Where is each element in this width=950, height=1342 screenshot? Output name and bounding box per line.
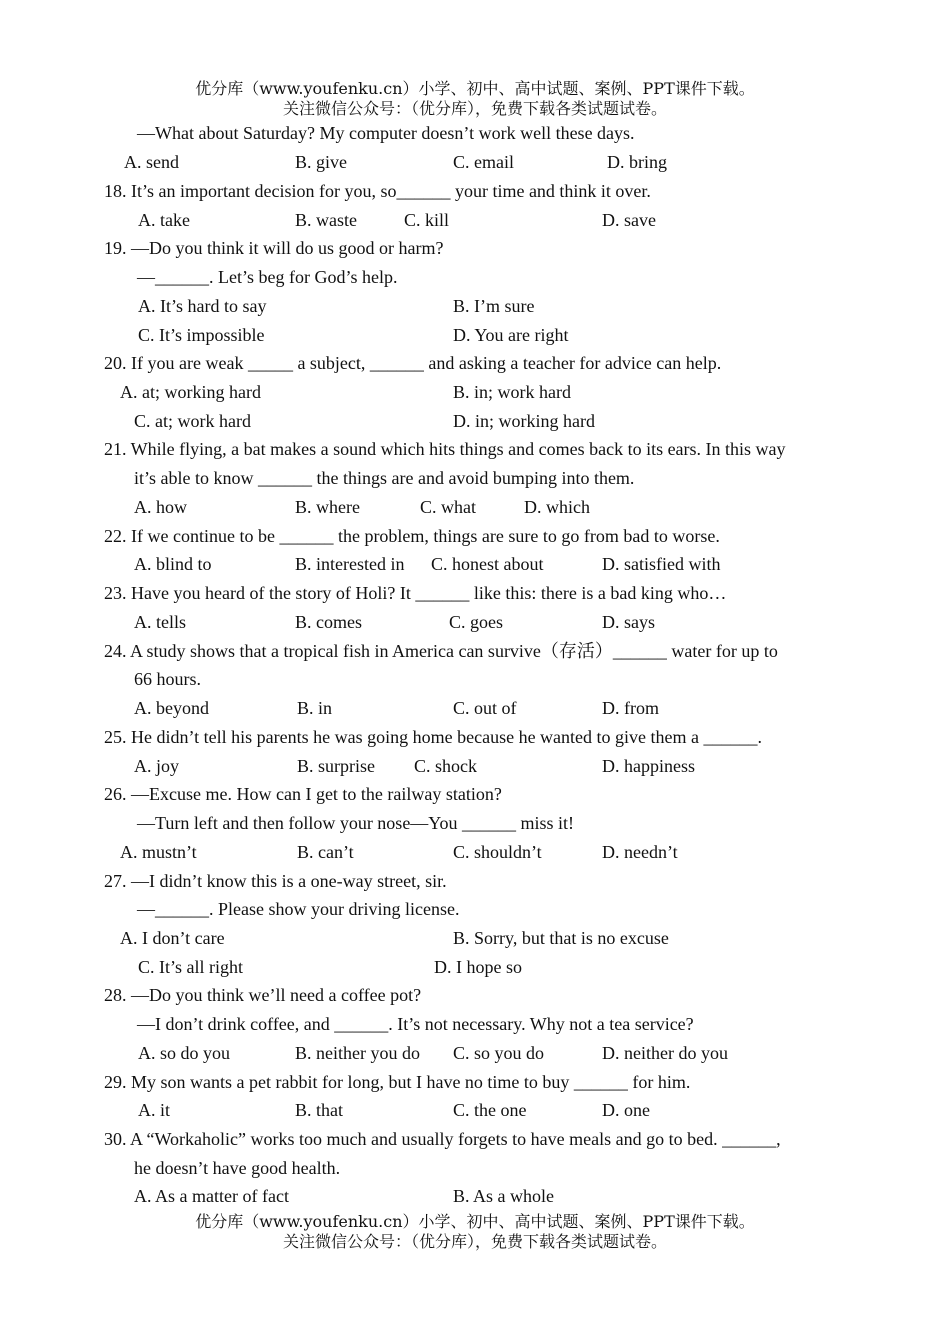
header-line-2: 关注微信公众号：（优分库），免费下载各类试题试卷。	[282, 99, 667, 118]
option-a: A. I don’t care	[120, 928, 225, 948]
option-c: C. It’s all right	[138, 957, 243, 977]
question-stem-line-2: —______. Let’s beg for God’s help.	[137, 267, 398, 287]
option-c: C. what	[420, 497, 476, 517]
option-b: B. where	[295, 497, 360, 517]
question-stem-line-2: it’s able to know ______ the things are and avoid bumping into them.	[134, 468, 635, 488]
question-stem: 24. A study shows that a tropical fish in America can survive（存活）______ water for up to	[104, 641, 778, 661]
option-a: A. how	[134, 497, 187, 517]
option-c: C. shouldn’t	[453, 842, 542, 862]
option-d: D. in; working hard	[453, 411, 595, 431]
option-a: A. take	[138, 210, 190, 230]
option-a: A. mustn’t	[120, 842, 197, 862]
option-b: B. in; work hard	[453, 382, 571, 402]
option-c: C. honest about	[431, 554, 544, 574]
question-stem: 25. He didn’t tell his parents he was going home because he wanted to give them a ______.	[104, 727, 763, 747]
option-b: B. waste	[295, 210, 357, 230]
option-b: B. As a whole	[453, 1186, 554, 1206]
option-a: A. It’s hard to say	[138, 296, 267, 316]
option-c: C. so you do	[453, 1043, 545, 1063]
option-a: A. blind to	[134, 554, 212, 574]
option-a: A. tells	[134, 612, 186, 632]
header-line-1: 优分库（www.youfenku.cn）小学、初中、高中试题、案例、PPT课件下载。	[195, 79, 755, 98]
option-d: D. bring	[607, 152, 667, 172]
option-b: B. interested in	[295, 554, 405, 574]
option-d: D. from	[602, 698, 659, 718]
option-c: C. kill	[404, 210, 450, 230]
option-b: B. in	[297, 698, 333, 718]
question-stem: —What about Saturday? My computer doesn’t work well these days.	[137, 123, 635, 143]
option-c: C. at; work hard	[134, 411, 251, 431]
question-stem: 18. It’s an important decision for you, so______ your time and think it over.	[104, 181, 651, 201]
option-a: A. send	[124, 152, 179, 172]
option-a: A. beyond	[134, 698, 209, 718]
option-a: A. so do you	[138, 1043, 231, 1063]
option-a: A. joy	[134, 756, 179, 776]
question-stem-line-2: 66 hours.	[134, 669, 201, 689]
option-d: D. neither do you	[602, 1043, 728, 1063]
question-stem-line-2: he doesn’t have good health.	[134, 1158, 341, 1178]
option-c: C. the one	[453, 1100, 527, 1120]
question-stem: 19. —Do you think it will do us good or harm?	[104, 238, 444, 258]
option-d: D. save	[602, 210, 656, 230]
question-stem: 20. If you are weak _____ a subject, ______ and asking a teacher for advice can help.	[104, 353, 722, 373]
option-d: D. I hope so	[434, 957, 522, 977]
question-stem: 23. Have you heard of the story of Holi? It ______ like this: there is a bad king who…	[104, 583, 727, 603]
option-b: B. can’t	[297, 842, 354, 862]
option-d: D. You are right	[453, 325, 569, 345]
option-c: C. It’s impossible	[138, 325, 265, 345]
option-b: B. neither you do	[295, 1043, 420, 1063]
option-d: D. says	[602, 612, 655, 632]
footer-line-2: 关注微信公众号：（优分库），免费下载各类试题试卷。	[282, 1232, 667, 1251]
option-c: C. email	[453, 152, 514, 172]
option-d: D. happiness	[602, 756, 695, 776]
option-c: C. goes	[449, 612, 503, 632]
option-b: B. give	[295, 152, 347, 172]
question-stem: 28. —Do you think we’ll need a coffee pot?	[104, 985, 422, 1005]
question-stem: 21. While flying, a bat makes a sound which hits things and comes back to its ears. In this way	[104, 439, 786, 459]
option-d: D. needn’t	[602, 842, 678, 862]
option-c: C. shock	[414, 756, 477, 776]
option-a: A. at; working hard	[120, 382, 261, 402]
footer-line-1: 优分库（www.youfenku.cn）小学、初中、高中试题、案例、PPT课件下载。	[195, 1212, 755, 1231]
option-b: B. Sorry, but that is no excuse	[453, 928, 669, 948]
option-b: B. I’m sure	[453, 296, 535, 316]
option-a: A. it	[138, 1100, 171, 1120]
option-b: B. that	[295, 1100, 343, 1120]
option-d: D. which	[524, 497, 590, 517]
question-stem: 27. —I didn’t know this is a one-way street, sir.	[104, 871, 447, 891]
question-stem: 26. —Excuse me. How can I get to the railway station?	[104, 784, 502, 804]
question-stem-line-2: —______. Please show your driving license.	[137, 899, 460, 919]
option-b: B. surprise	[297, 756, 375, 776]
question-stem-line-2: —Turn left and then follow your nose—You ______ miss it!	[137, 813, 575, 833]
question-stem: 30. A “Workaholic” works too much and usually forgets to have meals and go to bed. ______,	[104, 1129, 781, 1149]
question-stem: 29. My son wants a pet rabbit for long, but I have no time to buy ______ for him.	[104, 1072, 691, 1092]
option-c: C. out of	[453, 698, 517, 718]
option-a: A. As a matter of fact	[134, 1186, 289, 1206]
question-stem: 22. If we continue to be ______ the problem, things are sure to go from bad to worse.	[104, 526, 720, 546]
option-b: B. comes	[295, 612, 362, 632]
question-stem-line-2: —I don’t drink coffee, and ______. It’s not necessary. Why not a tea service?	[137, 1014, 694, 1034]
option-d: D. satisfied with	[602, 554, 721, 574]
option-d: D. one	[602, 1100, 650, 1120]
